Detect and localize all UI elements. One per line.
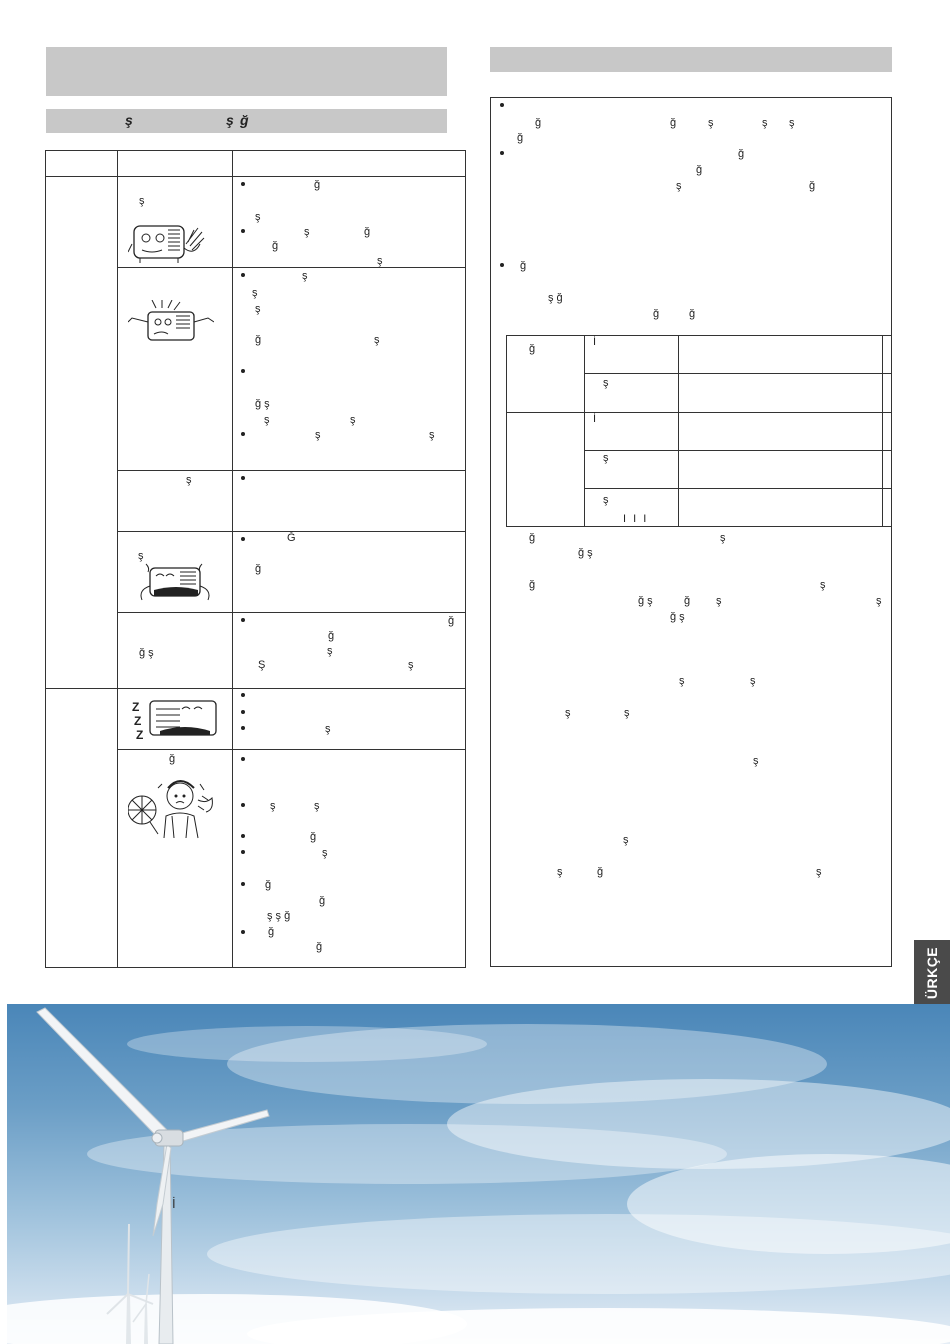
bullet (241, 693, 245, 697)
bullet (241, 803, 245, 807)
bullet (241, 710, 245, 714)
subtitle-fragment: ş (226, 112, 234, 128)
bullet (241, 537, 245, 541)
cell-text: ş (264, 414, 270, 426)
cell-text: ş ş ğ (267, 910, 291, 922)
cell-text: ş (255, 211, 261, 223)
subtitle-fragment: ğ (240, 112, 249, 128)
setting-group-label: ğ (529, 343, 536, 355)
bullet (241, 432, 245, 436)
sky-and-turbines-image (7, 1004, 950, 1344)
info-text: ğ (670, 117, 677, 129)
note-text: ş (716, 595, 722, 607)
cell-text: ğ (364, 226, 371, 238)
note-text: ğ ş (578, 547, 593, 559)
svg-text:Z: Z (134, 714, 142, 728)
note-text: ş (565, 707, 571, 719)
bullet (241, 882, 245, 886)
subtitle-fragment: ş (125, 112, 133, 128)
setting-row-label: İ (593, 413, 597, 425)
cell-text: ş (374, 334, 380, 346)
cell-text: ğ (268, 926, 275, 938)
cell-text: ş (302, 270, 308, 282)
photo-caption: İ (172, 1196, 176, 1211)
cell-text: ş (270, 800, 276, 812)
cell-text: ş (408, 659, 414, 671)
bullet (241, 726, 245, 730)
cell-text: ğ (272, 240, 279, 252)
cell-text: Ş (258, 659, 266, 671)
language-tab (914, 940, 950, 1006)
svg-text:Z: Z (136, 728, 144, 741)
note-text: ş (750, 675, 756, 687)
unit-sleeping-illustration (130, 697, 220, 741)
cell-text: ş (314, 800, 320, 812)
table-row-divider (117, 612, 465, 613)
bullet (241, 229, 245, 233)
cell-text: ş (429, 429, 435, 441)
cell-text: ş (255, 303, 261, 315)
cell-text: ş (325, 723, 331, 735)
note-text: ş (623, 834, 629, 846)
note-text: ş (753, 755, 759, 767)
cell-text: ğ (310, 831, 317, 843)
note-text: ş (557, 866, 563, 878)
cell-text: ğ ş (255, 398, 270, 410)
info-text: ğ (535, 117, 542, 129)
info-text: ğ (738, 148, 745, 160)
note-text: ş (679, 675, 685, 687)
info-text: ğ (696, 164, 703, 176)
bullet (241, 369, 245, 373)
setting-table (506, 335, 892, 527)
left-section-subtitle-bar (46, 109, 447, 133)
setting-row-sublabel: I I I (623, 513, 649, 525)
bullet (241, 273, 245, 277)
language-tab-label: ÜRKÇE (924, 946, 940, 1000)
person-hot-fan-illustration (128, 770, 216, 840)
cell-text: ğ (255, 563, 262, 575)
table-group-divider (46, 688, 465, 689)
note-text: ş (820, 579, 826, 591)
note-text: ğ ş (670, 611, 685, 623)
cell-text: ş (327, 645, 333, 657)
bullet (500, 263, 504, 267)
cell-text: ğ (328, 630, 335, 642)
info-text: ğ (809, 180, 816, 192)
bullet (241, 834, 245, 838)
bullet (241, 182, 245, 186)
wind-turbine-photo (7, 1004, 950, 1344)
cell-text: ğ (169, 753, 176, 765)
cell-text: ğ (255, 334, 262, 346)
svg-text:Z: Z (132, 700, 140, 714)
note-text: ş (816, 866, 822, 878)
setting-row-label: ş (603, 452, 609, 464)
note-text: ğ (684, 595, 691, 607)
cell-text: ş (252, 287, 258, 299)
setting-row-label: ş (603, 494, 609, 506)
info-text: ğ (517, 132, 524, 144)
setting-row-label: İ (593, 336, 597, 348)
table-row-divider (117, 749, 465, 750)
cell-text: ğ (319, 895, 326, 907)
unit-stressed-illustration (136, 562, 214, 604)
cell-text: ğ (265, 879, 272, 891)
bullet (241, 757, 245, 761)
info-text: ş (676, 180, 682, 192)
cell-text: ş (322, 847, 328, 859)
cell-text: Ğ (287, 532, 296, 544)
setting-row-label: ş (603, 377, 609, 389)
cell-text: ğ (314, 179, 321, 191)
bullet (241, 850, 245, 854)
cell-text: ş (138, 550, 144, 562)
note-text: ğ (529, 532, 536, 544)
cell-text: ş (304, 226, 310, 238)
note-text: ğ ş (638, 595, 653, 607)
bullet (500, 103, 504, 107)
bullet (241, 930, 245, 934)
info-text: ş ğ (548, 292, 563, 304)
cell-text: ş (139, 195, 145, 207)
note-text: ğ (529, 579, 536, 591)
cell-text: ş (377, 255, 383, 267)
info-text: ğ (689, 308, 696, 320)
bullet (241, 618, 245, 622)
note-text: ğ (597, 866, 604, 878)
cell-text: ş (315, 429, 321, 441)
info-text: ğ (520, 260, 527, 272)
cell-text: ğ (316, 941, 323, 953)
cell-text: ğ (448, 615, 455, 627)
info-text: ş (708, 117, 714, 129)
note-text: ş (720, 532, 726, 544)
left-section-title-bar (46, 47, 447, 96)
right-section-title-bar (490, 47, 892, 72)
cell-text: ş (350, 414, 356, 426)
table-column-divider (117, 151, 118, 967)
info-text: ş (789, 117, 795, 129)
unit-stop-hand-illustration (128, 222, 206, 264)
note-text: ş (624, 707, 630, 719)
unit-confused-illustration (128, 300, 214, 344)
cell-text: ş (186, 474, 192, 486)
info-box (490, 97, 892, 967)
bullet (241, 476, 245, 480)
note-text: ş (876, 595, 882, 607)
troubleshooting-table (45, 150, 466, 968)
info-text: ş (762, 117, 768, 129)
table-row-divider (117, 470, 465, 471)
cell-text: ğ ş (139, 647, 154, 659)
table-header-divider (46, 176, 465, 177)
table-column-divider (232, 151, 233, 967)
bullet (500, 151, 504, 155)
info-text: ğ (653, 308, 660, 320)
table-row-divider (117, 267, 465, 268)
